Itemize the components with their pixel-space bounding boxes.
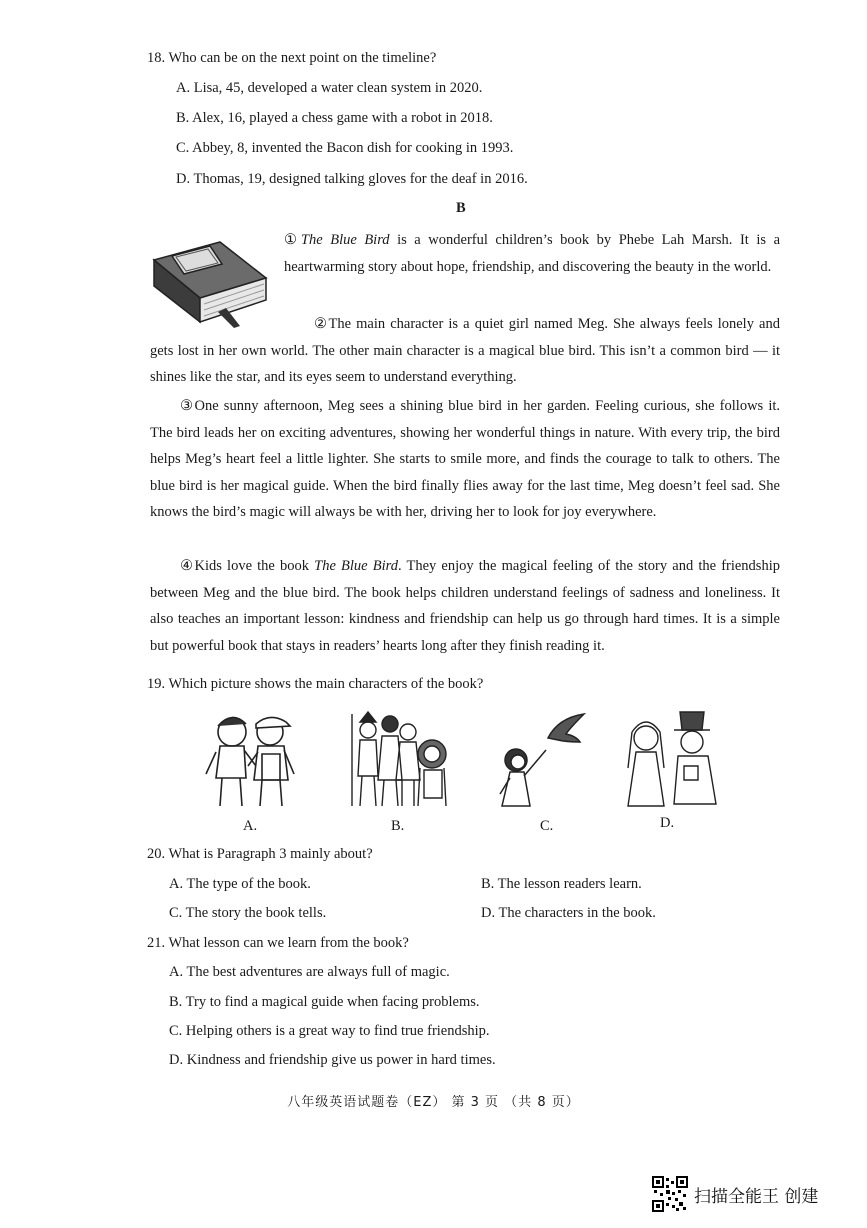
q20-option-c: C. The story the book tells. bbox=[169, 905, 327, 921]
q21-option-b: B. Try to find a magical guide when facing problems. bbox=[169, 994, 480, 1010]
picture-d-alice-and-hatter bbox=[624, 708, 720, 813]
picture-label-d: D. bbox=[660, 815, 675, 831]
picture-b-oz-characters bbox=[346, 708, 450, 813]
scanner-watermark bbox=[652, 1176, 818, 1212]
q20-option-a: A. The type of the book. bbox=[169, 876, 311, 892]
q20-option-d: D. The characters in the book. bbox=[481, 905, 656, 921]
q20-option-b: B. The lesson readers learn. bbox=[481, 876, 642, 892]
qr-code-icon bbox=[652, 1176, 688, 1212]
page-footer: 八年级英语试题卷（EZ） 第 3 页 （共 8 页） bbox=[287, 1095, 580, 1110]
q21-option-c: C. Helping others is a great way to find true friendship. bbox=[169, 1023, 490, 1039]
picture-c-girl-and-bird bbox=[496, 708, 590, 813]
q21-option-a: A. The best adventures are always full of magic. bbox=[169, 964, 450, 980]
q18-option-c: C. Abbey, 8, invented the Bacon dish for cooking in 1993. bbox=[176, 140, 514, 156]
picture-a-two-boys bbox=[200, 708, 305, 813]
paragraph-1-marker: ① bbox=[284, 232, 301, 248]
passage-paragraph-1 bbox=[284, 227, 780, 280]
picture-label-b: B. bbox=[391, 818, 405, 834]
paragraph-4-marker: ④Kids love the book bbox=[180, 558, 315, 574]
passage-paragraph-4 bbox=[150, 553, 780, 659]
book-title: The Blue Bird bbox=[300, 232, 390, 248]
q18-option-a: A. Lisa, 45, developed a water clean system in 2020. bbox=[176, 80, 483, 96]
paragraph-1-text: is a wonderful children’s book by Phebe Lah Marsh. It is a heartwarming story about hope, friendship, and discovering the beauty in the world. bbox=[284, 232, 781, 275]
book-title-repeat: The Blue Bird bbox=[314, 558, 398, 574]
q18-option-d: D. Thomas, 19, designed talking gloves for the deaf in 2016. bbox=[176, 171, 528, 187]
passage-paragraph-3: ③One sunny afternoon, Meg sees a shining blue bird in her garden. Feeling curious, she follows it. The bird leads her on exciting adventures, showing her wonderful things in nature. With every trip, the bird helps Meg’s heart feel a little lighter. She starts to smile more, and finds the courage to talk to others. The blue bird is her magical guide. When the bird finally flies away for the last time, Meg doesn’t feel sad. She knows the bird’s magic will always be with her, driving her to look for joy everywhere. bbox=[150, 398, 780, 520]
scanner-badge-text: 扫描全能王 创建 bbox=[694, 1186, 819, 1207]
passage-paragraph-2: ②The main character is a quiet girl named Meg. She always feels lonely and gets lost in her own world. The other main character is a magical blue bird. This isn’t a common bird — it shines like the star, and its eyes seem to understand everything. bbox=[150, 316, 780, 385]
q21-stem: 21. What lesson can we learn from the book? bbox=[147, 935, 409, 951]
q18-stem: 18. Who can be on the next point on the timeline? bbox=[147, 50, 437, 66]
q20-stem: 20. What is Paragraph 3 mainly about? bbox=[147, 846, 373, 862]
q19-stem: 19. Which picture shows the main characters of the book? bbox=[147, 676, 484, 692]
picture-label-c: C. bbox=[540, 818, 554, 834]
q18-option-b: B. Alex, 16, played a chess game with a robot in 2018. bbox=[176, 110, 493, 126]
paragraph-4-text: . They enjoy the magical feeling of the story and the friendship between Meg and the blue bird. The book helps children understand feelings of sadness and loneliness. It also teaches an important lesson: kindness and friendship can help us go through hard times. It is a simple but powerful book that stays in readers’ hearts long after they finish reading it. bbox=[150, 558, 780, 654]
picture-label-a: A. bbox=[243, 818, 258, 834]
section-heading: B bbox=[456, 200, 466, 216]
q21-option-d: D. Kindness and friendship give us power in hard times. bbox=[169, 1052, 496, 1068]
